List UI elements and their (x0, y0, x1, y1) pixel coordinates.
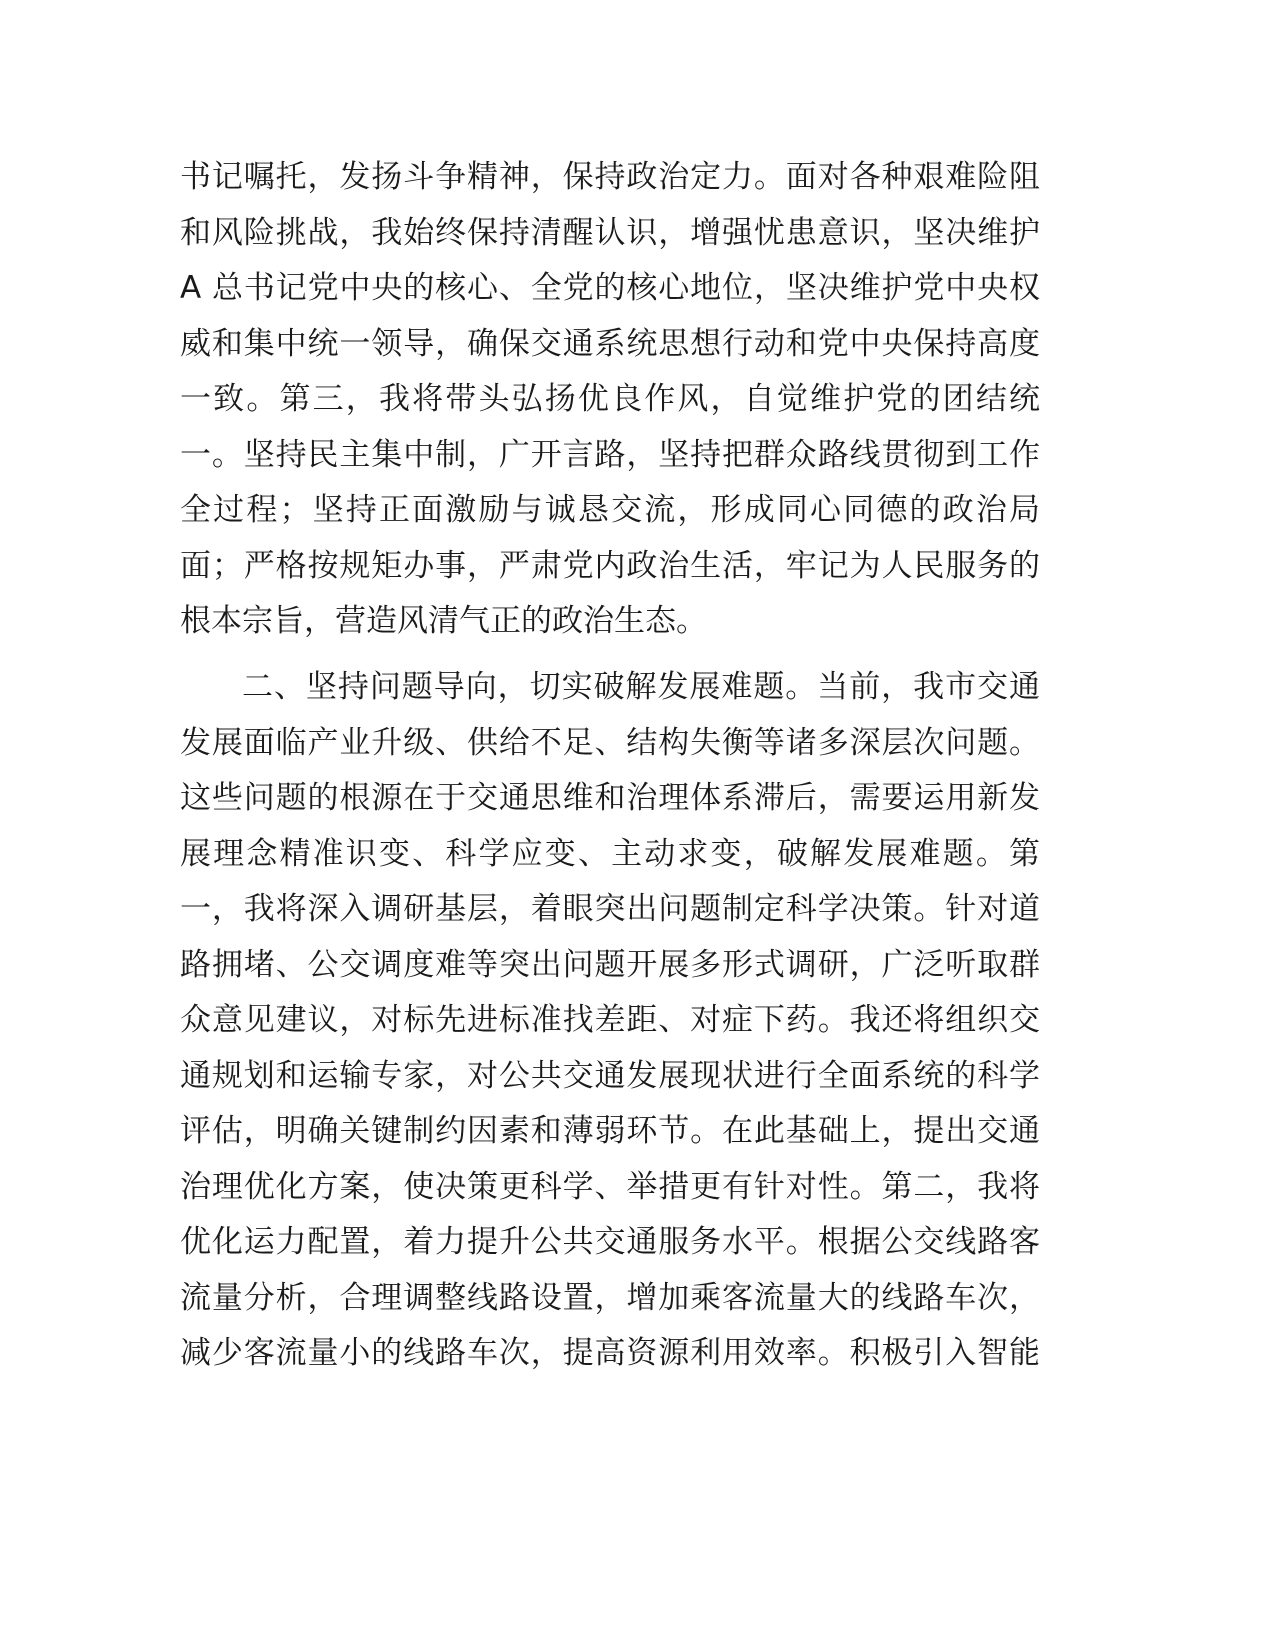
text-line: 一致。第三，我将带头弘扬优良作风，自觉维护党的团结统 (180, 381, 1040, 417)
paragraph-2 (180, 660, 1040, 1382)
text-line: A 总书记党中央的核心、全党的核心地位，坚决维护党中央权 (180, 270, 1040, 306)
text-line: 根本宗旨，营造风清气正的政治生态。 (180, 603, 707, 639)
text-line: 治理优化方案，使决策更科学、举措更有针对性。第二，我将 (180, 1168, 1040, 1205)
text-line: 书记嘱托，发扬斗争精神，保持政治定力。面对各种艰难险阻 (180, 159, 1040, 195)
text-line: 流量分析，合理调整线路设置，增加乘客流量大的线路车次， (180, 1279, 1040, 1316)
paragraph-1 (180, 150, 1040, 650)
text-line: 二、坚持问题导向，切实破解发展难题。当前，我市交通 (242, 669, 1040, 705)
text-line: 评估，明确关键制约因素和薄弱环节。在此基础上，提出交通 (180, 1113, 1040, 1149)
text-line: 和风险挑战，我始终保持清醒认识，增强忧患意识，坚决维护 (180, 214, 1040, 251)
text-line: 威和集中统一领导，确保交通系统思想行动和党中央保持高度 (180, 325, 1040, 362)
text-line: 这些问题的根源在于交通思维和治理体系滞后，需要运用新发 (180, 780, 1040, 816)
text-line: 一，我将深入调研基层，着眼突出问题制定科学决策。针对道 (180, 891, 1040, 927)
text-line: 发展面临产业升级、供给不足、结构失衡等诸多深层次问题。 (180, 724, 1040, 761)
text-line: 全过程；坚持正面激励与诚恳交流，形成同心同德的政治局 (180, 492, 1040, 528)
text-line: 减少客流量小的线路车次，提高资源利用效率。积极引入智能 (180, 1335, 1040, 1371)
text-line: 一。坚持民主集中制，广开言路，坚持把群众路线贯彻到工作 (180, 436, 1040, 473)
text-line: 通规划和运输专家，对公共交通发展现状进行全面系统的科学 (180, 1057, 1040, 1094)
text-line: 众意见建议，对标先进标准找差距、对症下药。我还将组织交 (180, 1002, 1040, 1038)
text-line: 展理念精准识变、科学应变、主动求变，破解发展难题。第 (180, 835, 1040, 872)
text-line: 面；严格按规矩办事，严肃党内政治生活，牢记为人民服务的 (180, 547, 1040, 584)
text-line: 路拥堵、公交调度难等突出问题开展多形式调研，广泛听取群 (180, 946, 1040, 983)
text-line: 优化运力配置，着力提升公共交通服务水平。根据公交线路客 (180, 1224, 1040, 1260)
